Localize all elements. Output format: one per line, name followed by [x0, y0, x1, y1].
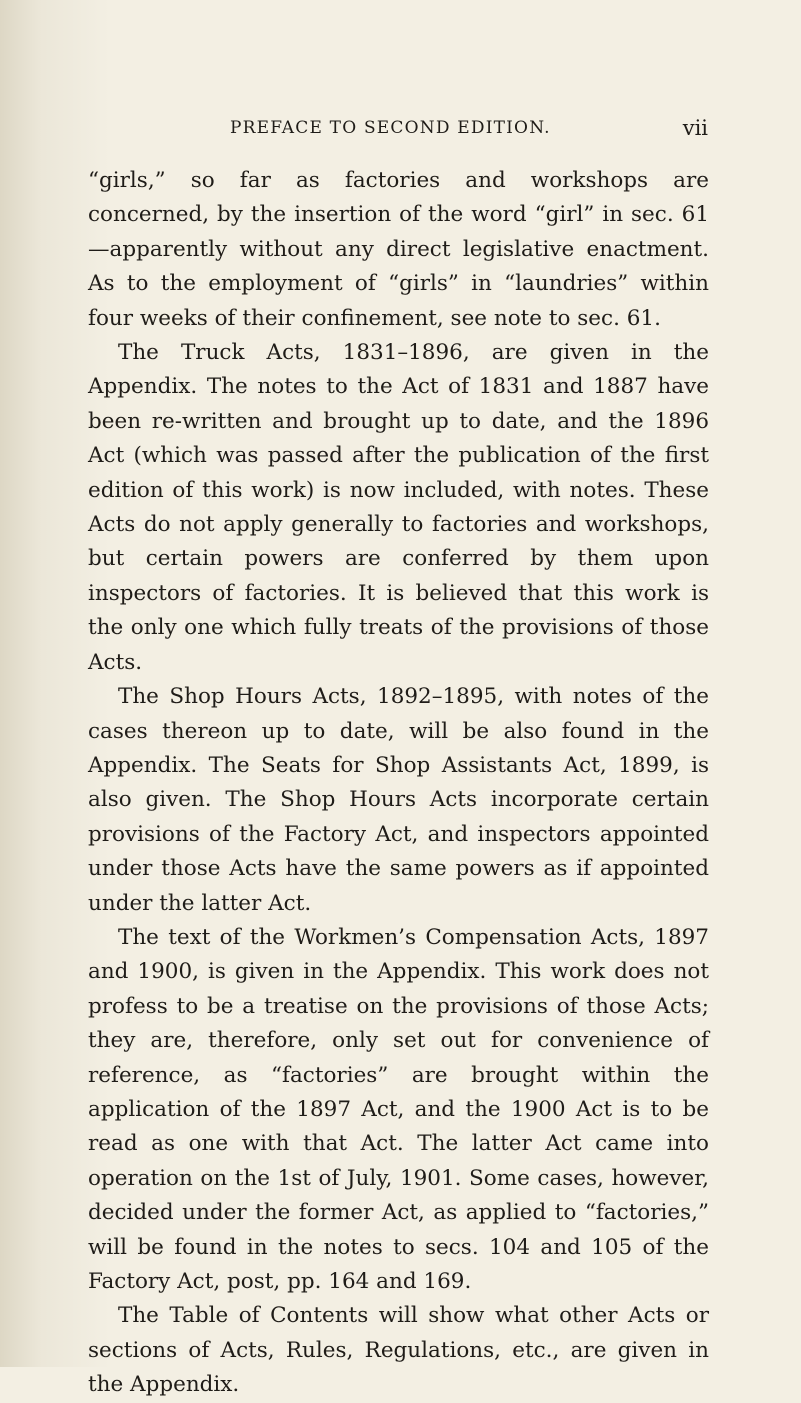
paragraph-continued: “girls,” so far as factories and workshops are concerned, by the insertion of the word “girl” in sec. 61—apparently without any direct legislative enactment. As to the employment of “girls” in “laundries” within four weeks of their confinement, see note to sec. 61.: [88, 168, 709, 331]
running-head: [88, 114, 708, 144]
paragraph-truck-acts: The Truck Acts, 1831–1896, are given in the Appendix. The notes to the Act of 1831 and 1887 have been re-written and brought up to date, and the 1896 Act (which was passed after the publication of the first edition of this work) is now included, with notes. These Acts do not apply generally to factories and workshops, but certain powers are conferred by them upon inspectors of factories. It is believed that this work is the only one which fully treats of the provisions of those Acts.: [88, 340, 709, 675]
body-text: [88, 164, 709, 1403]
page-number: vii: [682, 116, 708, 140]
paragraph-table-of-contents: The Table of Contents will show what other Acts or sections of Acts, Rules, Regulations, etc., are given in the Appendix.: [88, 1303, 709, 1398]
paragraph-workmens-compensation: The text of the Workmen’s Compensation Acts, 1897 and 1900, is given in the Appendix. This work does not profess to be a treatise on the provisions of those Acts; they are, therefore, only set out for convenience of reference, as “factories” are brought within the application of the 1897 Act, and the 1900 Act is to be read as one with that Act. The latter Act came into operation on the 1st of July, 1901. Some cases, however, decided under the former Act, as applied to “factories,” will be found in the notes to secs. 104 and 105 of the Factory Act, post, pp. 164 and 169.: [88, 924, 709, 1294]
running-head-title: PREFACE TO SECOND EDITION.: [230, 118, 551, 138]
paragraph-shop-hours-acts: The Shop Hours Acts, 1892–1895, with notes of the cases thereon up to date, will be also found in the Appendix. The Seats for Shop Assistants Act, 1899, is also given. The Shop Hours Acts incorporate certain provisions of the Factory Act, and inspectors appointed under those Acts have the same powers as if appointed under the latter Act.: [88, 684, 709, 916]
